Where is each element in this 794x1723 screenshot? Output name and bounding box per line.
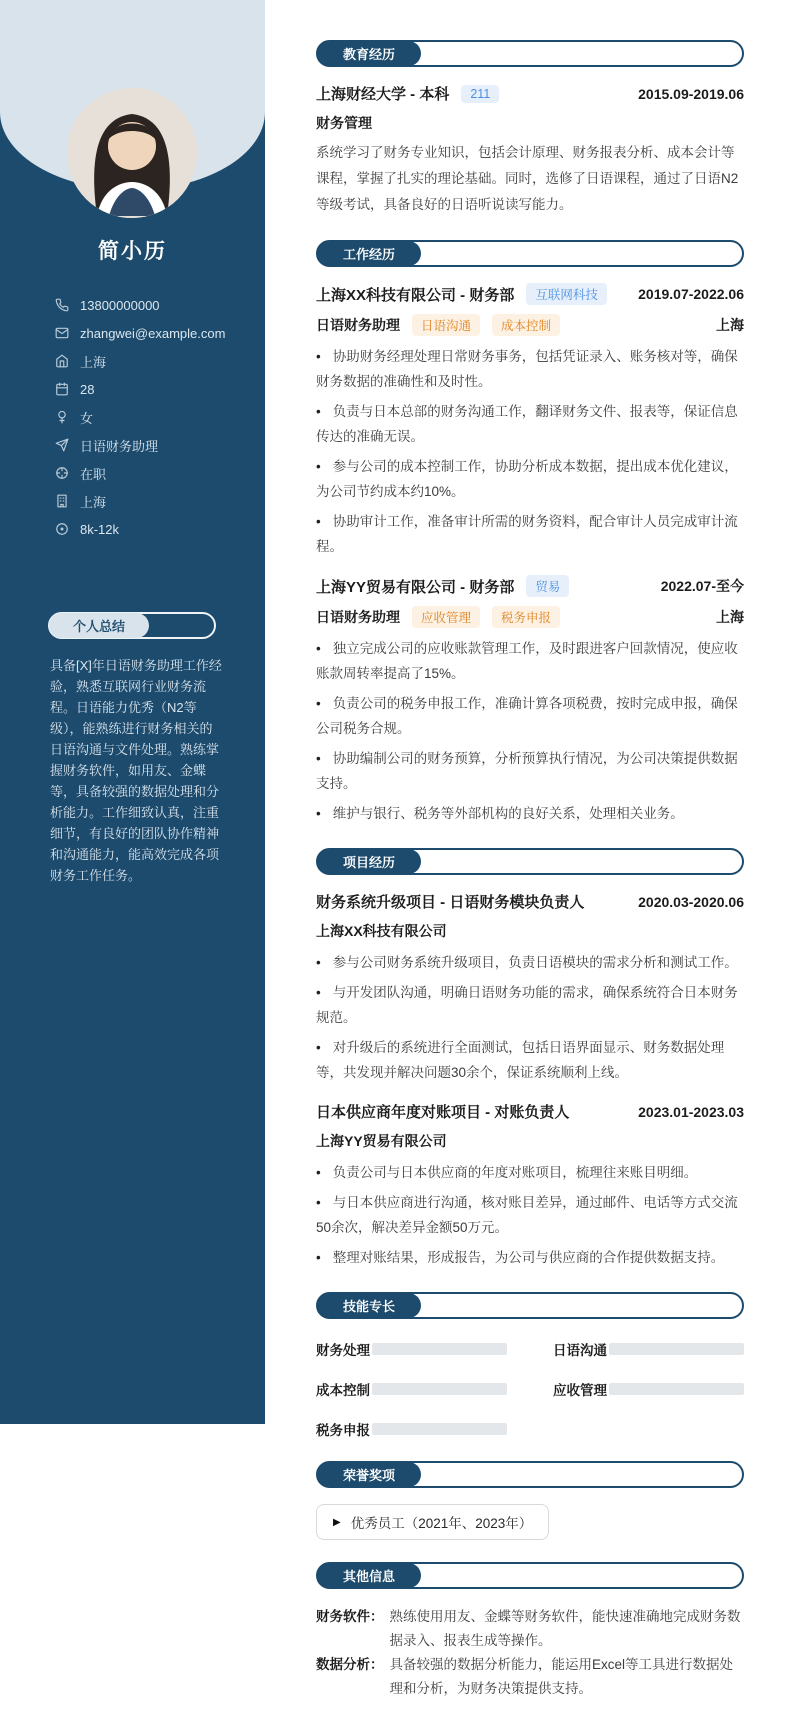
job-company: 上海YY贸易有限公司 - 财务部 xyxy=(316,578,515,596)
section-other-info xyxy=(316,1562,744,1701)
other-info-item xyxy=(316,1605,744,1653)
honor-item[interactable] xyxy=(316,1504,549,1540)
skill-name: 财务处理 xyxy=(316,1343,370,1358)
section-education xyxy=(316,40,744,218)
contact-job-intention xyxy=(55,431,255,459)
contact-list xyxy=(55,291,255,543)
contact-salary xyxy=(55,515,255,543)
other-info-text: 熟练使用用友、金蝶等财务软件，能快速准确地完成财务数据录入、报表生成等操作。 xyxy=(389,1609,741,1648)
other-info-item xyxy=(316,1653,744,1701)
contact-email xyxy=(55,319,255,347)
project-bullet: • 参与公司财务系统升级项目，负责日语模块的需求分析和测试工作。 xyxy=(316,950,744,975)
other-info-label: 财务软件： xyxy=(316,1609,384,1624)
contact-age-value: 28 xyxy=(80,381,95,397)
job-role: 日语财务助理 xyxy=(316,317,400,333)
contact-salary-value: 8k-12k xyxy=(80,521,120,537)
skill-name: 税务申报 xyxy=(316,1423,370,1438)
honors-section-header xyxy=(316,1461,744,1488)
skill-item xyxy=(316,1419,507,1439)
project-entry xyxy=(316,1101,744,1270)
work-section-title: 工作经历 xyxy=(317,241,421,266)
skill-item xyxy=(553,1339,744,1359)
job-tag: 日语沟通 xyxy=(412,314,480,336)
contact-gender xyxy=(55,403,255,431)
contact-location-value: 上海 xyxy=(80,354,107,370)
skills-section-header xyxy=(316,1292,744,1319)
skill-bar xyxy=(372,1343,507,1355)
project-org: 上海YY贸易有限公司 xyxy=(316,1133,447,1149)
summary-section-header xyxy=(48,612,216,639)
job-bullet: • 协助编制公司的财务预算，分析预算执行情况，为公司决策提供数据支持。 xyxy=(316,746,744,796)
project-bullet: • 对升级后的系统进行全面测试，包括日语界面显示、财务数据处理等，共发现并解决问题30余个，保证系统顺利上线。 xyxy=(316,1035,744,1085)
status-icon xyxy=(55,466,69,480)
project-date: 2020.03-2020.06 xyxy=(638,893,744,910)
other-section-title: 其他信息 xyxy=(317,1563,421,1588)
job-bullet: • 负责公司的税务申报工作，准确计算各项税费，按时完成申报，确保公司税务合规。 xyxy=(316,691,744,741)
skill-bar xyxy=(372,1383,507,1395)
project-bullet: • 与开发团队沟通，明确日语财务功能的需求，确保系统符合日本财务规范。 xyxy=(316,980,744,1030)
education-section-header xyxy=(316,40,744,67)
salary-icon xyxy=(55,522,69,536)
section-work xyxy=(316,240,744,826)
contact-age xyxy=(55,375,255,403)
contact-company-city-value: 上海 xyxy=(80,494,107,510)
education-major: 财务管理 xyxy=(316,115,372,131)
home-icon xyxy=(55,354,69,368)
job-bullet: • 参与公司的成本控制工作，协助分析成本数据，提出成本优化建议，为公司节约成本约10%。 xyxy=(316,454,744,504)
contact-location xyxy=(55,347,255,375)
contact-phone-value: 13800000000 xyxy=(80,297,160,313)
job-bullet: • 协助财务经理处理日常财务事务，包括凭证录入、账务核对等，确保财务数据的准确性和及时性。 xyxy=(316,344,744,394)
person-name: 简小历 xyxy=(98,240,167,263)
contact-email-value: zhangwei@example.com xyxy=(80,325,226,341)
skill-item xyxy=(553,1379,744,1399)
summary-text: 具备[X]年日语财务助理工作经验，熟悉互联网行业财务流程。日语能力优秀（N2等级），能熟练进行财务相关的日语沟通与文件处理。熟练掌握财务软件，如用友、金蝶等，具备较强的数据处理和分析能力。工作细致认真，注重细节，有良好的团队协作精神和沟通能力，能高效完成各项财务工作任务。 xyxy=(50,658,222,883)
job-bullet: • 负责与日本总部的财务沟通工作，翻译财务文件、报表等，保证信息传达的准确无误。 xyxy=(316,399,744,449)
project-bullet: • 整理对账结果，形成报告，为公司与供应商的合作提供数据支持。 xyxy=(316,1245,744,1270)
projects-section-header xyxy=(316,848,744,875)
skill-item xyxy=(316,1339,507,1359)
phone-icon xyxy=(55,298,69,312)
education-school: 上海财经大学 - 本科 xyxy=(316,86,450,103)
honors-section-title: 荣誉奖项 xyxy=(317,1462,421,1487)
expand-triangle-icon: ▶ xyxy=(333,1516,341,1528)
section-skills xyxy=(316,1292,744,1439)
section-projects xyxy=(316,848,744,1270)
job-company: 上海XX科技有限公司 - 财务部 xyxy=(316,286,515,304)
job-location: 上海 xyxy=(716,609,744,625)
other-section-header xyxy=(316,1562,744,1589)
resume-main xyxy=(316,40,744,1723)
job-industry-badge: 互联网科技 xyxy=(526,283,607,305)
education-section-title: 教育经历 xyxy=(317,41,421,66)
skill-name: 日语沟通 xyxy=(553,1343,607,1358)
contact-status-value: 在职 xyxy=(80,466,107,482)
project-bullet: • 负责公司与日本供应商的年度对账项目，梳理往来账目明细。 xyxy=(316,1160,744,1185)
skill-bar xyxy=(372,1423,507,1435)
job-date: 2022.07-至今 xyxy=(660,578,744,594)
project-bullet: • 与日本供应商进行沟通，核对账目差异，通过邮件、电话等方式交流50余次，解决差异金额50万元。 xyxy=(316,1190,744,1240)
skill-item xyxy=(316,1379,507,1399)
project-date: 2023.01-2023.03 xyxy=(638,1103,744,1120)
gender-icon xyxy=(55,410,69,424)
job-tag: 应收管理 xyxy=(412,606,480,628)
education-desc: 系统学习了财务专业知识，包括会计原理、财务报表分析、成本会计等课程，掌握了扎实的理论基础。同时，选修了日语课程，通过了日语N2等级考试，具备良好的日语听说读写能力。 xyxy=(316,145,739,212)
job-entry xyxy=(316,283,744,559)
honor-text: 优秀员工（2021年、2023年） xyxy=(350,1516,533,1531)
job-bullet: • 维护与银行、税务等外部机构的良好关系，处理相关业务。 xyxy=(316,801,744,826)
job-bullet: • 独立完成公司的应收账款管理工作，及时跟进客户回款情况，使应收账款周转率提高了15%。 xyxy=(316,636,744,686)
contact-status xyxy=(55,459,255,487)
job-intention-icon xyxy=(55,438,69,452)
job-role: 日语财务助理 xyxy=(316,609,400,625)
job-tag: 税务申报 xyxy=(492,606,560,628)
sidebar xyxy=(0,0,265,1424)
job-industry-badge: 贸易 xyxy=(526,575,569,597)
skills-section-title: 技能专长 xyxy=(317,1293,421,1318)
skill-bar xyxy=(609,1383,744,1395)
contact-company-city xyxy=(55,487,255,515)
job-date: 2019.07-2022.06 xyxy=(638,286,744,302)
projects-section-title: 项目经历 xyxy=(317,849,421,874)
job-bullet: • 协助审计工作，准备审计所需的财务资料，配合审计人员完成审计流程。 xyxy=(316,509,744,559)
education-date: 2015.09-2019.06 xyxy=(638,85,744,102)
skill-name: 成本控制 xyxy=(316,1383,370,1398)
contact-gender-value: 女 xyxy=(80,410,94,426)
mail-icon xyxy=(55,326,69,340)
section-honors xyxy=(316,1461,744,1540)
job-location: 上海 xyxy=(716,317,744,333)
contact-phone xyxy=(55,291,255,319)
project-title: 日本供应商年度对账项目 - 对账负责人 xyxy=(316,1104,570,1121)
education-badge-211: 211 xyxy=(461,85,499,103)
avatar xyxy=(67,88,197,218)
other-info-label: 数据分析： xyxy=(316,1657,384,1672)
project-org: 上海XX科技有限公司 xyxy=(316,923,447,939)
job-entry xyxy=(316,575,744,826)
contact-job-intention-value: 日语财务助理 xyxy=(80,438,159,454)
skill-bar xyxy=(609,1343,744,1355)
work-section-header xyxy=(316,240,744,267)
summary-section-title: 个人总结 xyxy=(49,613,149,638)
other-info-text: 具备较强的数据分析能力，能运用Excel等工具进行数据处理和分析，为财务决策提供支持。 xyxy=(389,1657,734,1696)
job-tag: 成本控制 xyxy=(492,314,560,336)
skill-name: 应收管理 xyxy=(553,1383,607,1398)
age-icon xyxy=(55,382,69,396)
project-title: 财务系统升级项目 - 日语财务模块负责人 xyxy=(316,894,585,911)
company-icon xyxy=(55,494,69,508)
project-entry xyxy=(316,891,744,1085)
